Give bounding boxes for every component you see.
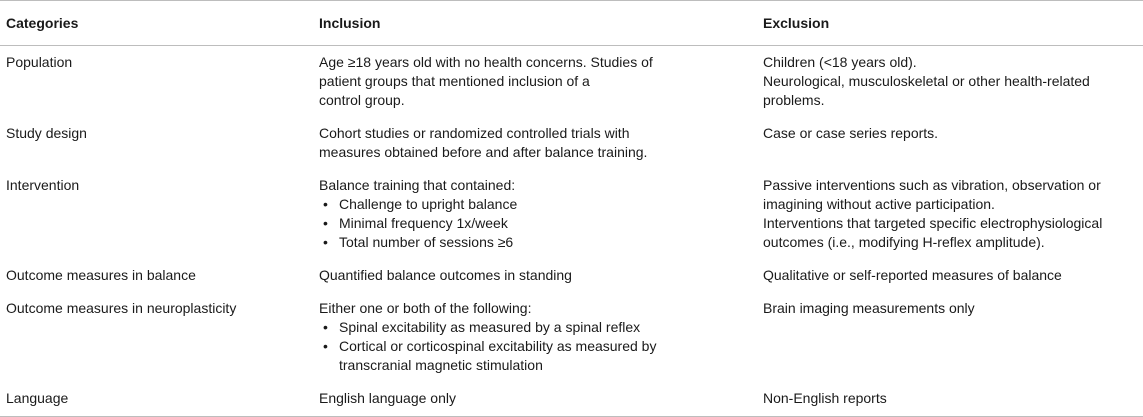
category-cell: Population bbox=[6, 54, 73, 70]
header-categories: Categories bbox=[0, 1, 313, 46]
cell-line: Qualitative or self-reported measures of balance bbox=[763, 267, 1062, 283]
table-row bbox=[0, 382, 1143, 417]
cell-line: Age ≥18 years old with no health concerns. Studies of bbox=[319, 54, 653, 70]
cell-line: Balance training that contained: bbox=[319, 177, 516, 193]
cell-line: control group. bbox=[319, 92, 405, 108]
bullet-item: • Spinal excitability as measured by a spinal reflex bbox=[319, 318, 757, 337]
inclusion-cell bbox=[313, 292, 757, 382]
bullet-item: • Total number of sessions ≥6 bbox=[319, 233, 757, 252]
header-exclusion: Exclusion bbox=[757, 1, 1143, 46]
category-cell: Outcome measures in balance bbox=[6, 267, 196, 283]
table-row bbox=[0, 259, 1143, 292]
inclusion-cell bbox=[313, 259, 757, 292]
cell-line: Cohort studies or randomized controlled trials with bbox=[319, 125, 630, 141]
cell-line: measures obtained before and after balance training. bbox=[319, 144, 648, 160]
cell-line: imagining without active participation. bbox=[763, 196, 995, 212]
cell-line: Interventions that targeted specific electrophysiological bbox=[763, 215, 1103, 231]
exclusion-cell bbox=[757, 169, 1143, 259]
cell-line: Non-English reports bbox=[763, 390, 887, 406]
inclusion-cell bbox=[313, 46, 757, 118]
cell-line: Quantified balance outcomes in standing bbox=[319, 267, 572, 283]
cell-line: Neurological, musculoskeletal or other health-related bbox=[763, 73, 1090, 89]
table-row bbox=[0, 292, 1143, 382]
cell-line: Passive interventions such as vibration, observation or bbox=[763, 177, 1101, 193]
category-cell: Study design bbox=[6, 125, 87, 141]
exclusion-cell bbox=[757, 382, 1143, 417]
inclusion-cell bbox=[313, 117, 757, 169]
exclusion-cell bbox=[757, 292, 1143, 382]
cell-line: problems. bbox=[763, 92, 825, 108]
bullet-item: • Minimal frequency 1x/week bbox=[319, 214, 757, 233]
inclusion-cell bbox=[313, 382, 757, 417]
table-row bbox=[0, 169, 1143, 259]
table-row bbox=[0, 46, 1143, 118]
inclusion-cell bbox=[313, 169, 757, 259]
header-row bbox=[0, 1, 1143, 46]
category-cell: Outcome measures in neuroplasticity bbox=[6, 300, 237, 316]
exclusion-cell bbox=[757, 259, 1143, 292]
cell-line: Brain imaging measurements only bbox=[763, 300, 975, 316]
exclusion-cell bbox=[757, 46, 1143, 118]
bullet-continuation: transcranial magnetic stimulation bbox=[339, 357, 543, 373]
bullet-item: • Cortical or corticospinal excitability as measured by bbox=[319, 337, 757, 356]
cell-line: Children (<18 years old). bbox=[763, 54, 917, 70]
cell-line: English language only bbox=[319, 390, 456, 406]
header-inclusion: Inclusion bbox=[313, 1, 757, 46]
exclusion-cell bbox=[757, 117, 1143, 169]
category-cell: Language bbox=[0, 382, 313, 417]
bullet-item: • Challenge to upright balance bbox=[319, 195, 757, 214]
cell-line: Either one or both of the following: bbox=[319, 300, 532, 316]
category-cell: Intervention bbox=[6, 177, 80, 193]
cell-line: patient groups that mentioned inclusion of a bbox=[319, 73, 590, 89]
cell-line: outcomes (i.e., modifying H-reflex amplitude). bbox=[763, 234, 1045, 250]
cell-line: Case or case series reports. bbox=[763, 125, 939, 141]
table-row bbox=[0, 117, 1143, 169]
